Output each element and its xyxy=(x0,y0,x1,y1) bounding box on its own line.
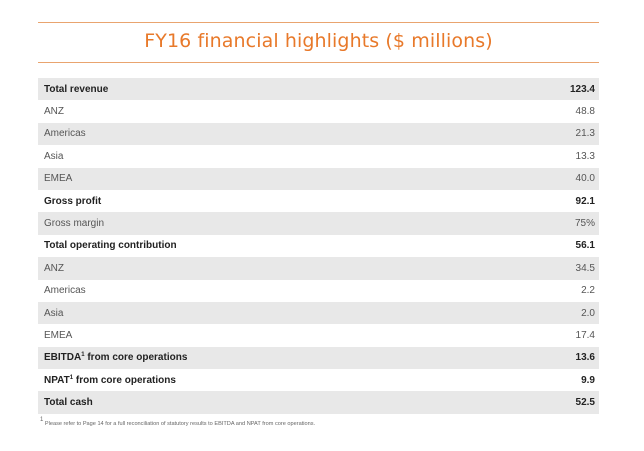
row-label-text: Asia xyxy=(44,150,64,162)
row-label-suffix: from core operations xyxy=(73,374,176,386)
footnote-marker: 1 xyxy=(40,417,44,423)
row-label-text: EBITDA xyxy=(44,352,82,364)
row-value: 34.5 xyxy=(508,257,599,279)
financial-table xyxy=(38,78,599,414)
row-label-text: Americas xyxy=(44,128,86,140)
table-row xyxy=(38,302,599,324)
row-label xyxy=(38,145,508,167)
bottom-rule xyxy=(38,62,599,63)
row-label-text: ANZ xyxy=(44,106,64,118)
table-row xyxy=(38,391,599,413)
row-label xyxy=(38,100,508,122)
table-row xyxy=(38,369,599,391)
row-label xyxy=(38,168,508,190)
row-label xyxy=(38,391,508,413)
row-label xyxy=(38,280,508,302)
row-value: 21.3 xyxy=(508,123,599,145)
table-row xyxy=(38,190,599,212)
row-label-text: Total revenue xyxy=(44,83,109,95)
row-label-text: Gross profit xyxy=(44,195,102,207)
row-label xyxy=(38,347,508,369)
table-row xyxy=(38,324,599,346)
page-title: FY16 financial highlights ($ millions) xyxy=(144,30,493,52)
row-value: 123.4 xyxy=(508,78,599,100)
top-rule xyxy=(38,22,599,23)
row-value: 2.2 xyxy=(508,280,599,302)
row-label xyxy=(38,369,508,391)
row-value: 2.0 xyxy=(508,302,599,324)
footnote-text: Please refer to Page 14 for a full reconciliation of statutory results to EBITDA and NPAT from core operations. xyxy=(43,421,316,427)
table-row xyxy=(38,347,599,369)
row-label-text: EMEA xyxy=(44,173,73,185)
row-value: 13.6 xyxy=(508,347,599,369)
row-value: 48.8 xyxy=(508,100,599,122)
row-label-text: ANZ xyxy=(44,262,64,274)
table-row xyxy=(38,212,599,234)
row-label xyxy=(38,235,508,257)
row-value: 56.1 xyxy=(508,235,599,257)
row-label-text: Asia xyxy=(44,307,64,319)
row-label-text: Total operating contribution xyxy=(44,240,177,252)
financial-highlights-page xyxy=(38,0,599,451)
row-label xyxy=(38,123,508,145)
table-row xyxy=(38,235,599,257)
row-label xyxy=(38,78,508,100)
row-label-suffix: from core operations xyxy=(84,352,188,364)
table-row xyxy=(38,257,599,279)
table-row xyxy=(38,78,599,100)
row-label-text: Gross margin xyxy=(44,218,105,230)
table-row xyxy=(38,280,599,302)
row-label-superscript: 1 xyxy=(81,352,85,359)
row-value: 17.4 xyxy=(508,324,599,346)
footnote xyxy=(40,417,599,427)
row-label-text: NPAT xyxy=(44,374,70,386)
row-value: 92.1 xyxy=(508,190,599,212)
row-value: 52.5 xyxy=(508,391,599,413)
row-label xyxy=(38,212,508,234)
table-row xyxy=(38,145,599,167)
table-row xyxy=(38,123,599,145)
row-label xyxy=(38,324,508,346)
row-label-text: Americas xyxy=(44,285,86,297)
row-value: 75% xyxy=(508,212,599,234)
table-row xyxy=(38,100,599,122)
row-label xyxy=(38,190,508,212)
row-value: 13.3 xyxy=(508,145,599,167)
table-row xyxy=(38,168,599,190)
row-value: 9.9 xyxy=(508,369,599,391)
row-label-text: EMEA xyxy=(44,329,73,341)
row-label xyxy=(38,257,508,279)
row-value: 40.0 xyxy=(508,168,599,190)
row-label-text: Total cash xyxy=(44,397,93,409)
row-label-superscript: 1 xyxy=(69,374,74,381)
row-label xyxy=(38,302,508,324)
